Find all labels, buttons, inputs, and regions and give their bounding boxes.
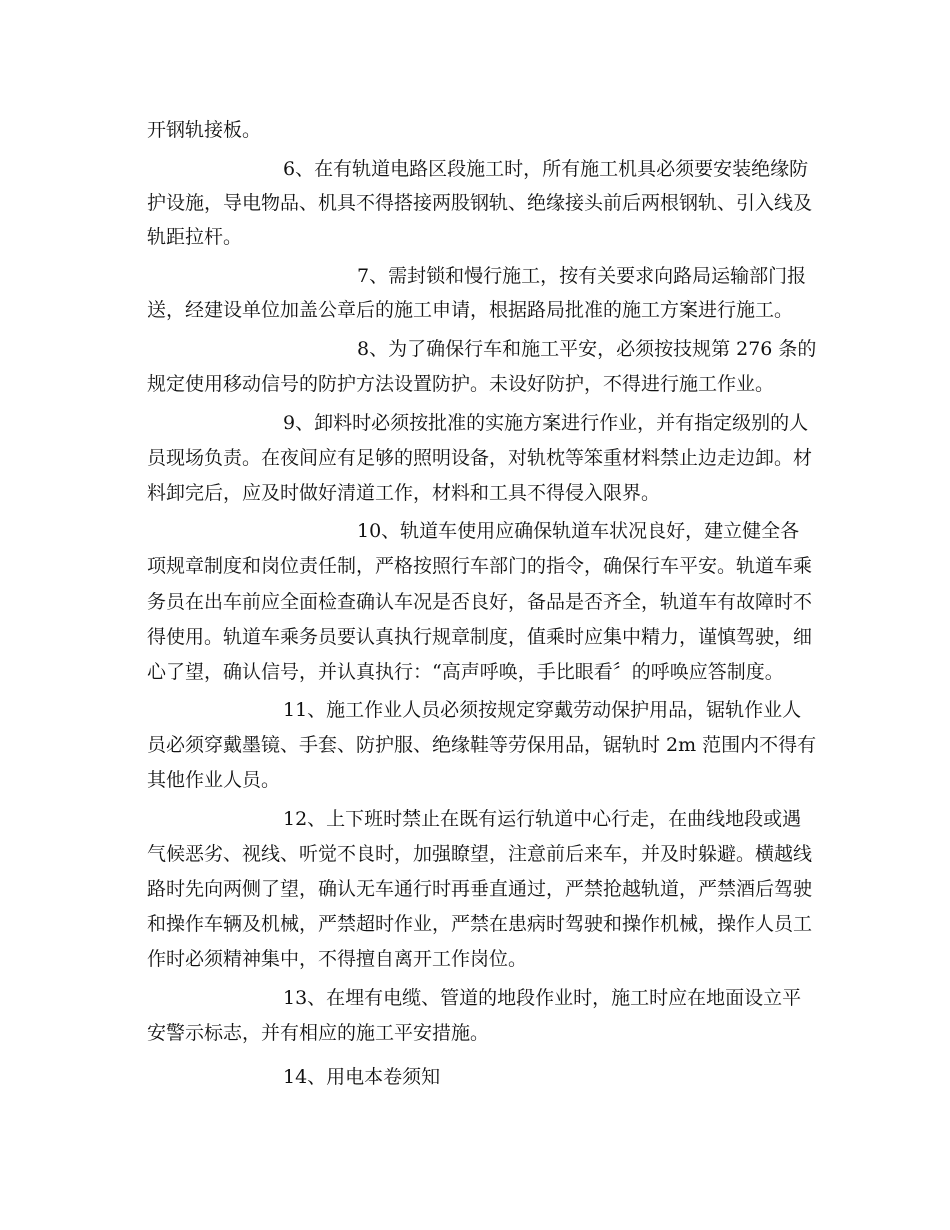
text-line: 其他作业人员。 <box>147 769 281 791</box>
text-line: 安警示标志，并有相应的施工平安措施。 <box>147 1022 490 1044</box>
text-line: 11、施工作业人员必须按规定穿戴劳动保护用品，锯轨作业人 <box>283 699 802 721</box>
text-line: 规定使用移动信号的防护方法设置防护。未设好防护，不得进行施工作业。 <box>147 373 775 395</box>
text-line: 14、用电本卷须知 <box>283 1066 441 1088</box>
text-line: 13、在埋有电缆、管道的地段作业时，施工时应在地面设立平 <box>283 987 802 1009</box>
text-line: 员现场负责。在夜间应有足够的照明设备，对轨枕等笨重材料禁止边走边卸。材 <box>147 447 813 469</box>
text-line: 轨距拉杆。 <box>147 226 243 248</box>
text-line: 气候恶劣、视线、听觉不良时，加强瞭望，注意前后来车，并及时躲避。横越线 <box>147 843 813 865</box>
text-line: 10、轨道车使用应确保轨道车状况良好，建立健全各 <box>357 520 800 542</box>
text-line: 6、在有轨道电路区段施工时，所有施工机具必须要安装绝缘防 <box>283 158 809 180</box>
text-line: 护设施，导电物品、机具不得搭接两股钢轨、绝缘接头前后两根钢轨、引入线及 <box>147 192 813 214</box>
text-line: 8、为了确保行车和施工平安，必须按技规第 276 条的 <box>357 338 817 360</box>
text-line: 作时必须精神集中，不得擅自离开工作岗位。 <box>147 948 528 970</box>
text-line: 料卸完后，应及时做好清道工作，材料和工具不得侵入限界。 <box>147 482 661 504</box>
text-line: 路时先向两侧了望，确认无车通行时再垂直通过，严禁抢越轨道，严禁酒后驾驶 <box>147 878 813 900</box>
text-line: 心了望，确认信号，并认真执行：“高声呼唤，手比眼看〞的呼唤应答制度。 <box>147 661 784 683</box>
text-line: 7、需封锁和慢行施工，按有关要求向路局运输部门报 <box>357 265 807 287</box>
text-line: 9、卸料时必须按批准的实施方案进行作业，并有指定级别的人 <box>283 412 809 434</box>
text-line: 12、上下班时禁止在既有运行轨道中心行走，在曲线地段或遇 <box>283 808 802 830</box>
text-line: 和操作车辆及机械，严禁超时作业，严禁在患病时驾驶和操作机械，操作人员工 <box>147 913 813 935</box>
text-line: 项规章制度和岗位责任制，严格按照行车部门的指令，确保行车平安。轨道车乘 <box>147 555 813 577</box>
text-line: 务员在出车前应全面检查确认车况是否良好，备品是否齐全，轨道车有故障时不 <box>147 591 813 613</box>
text-line: 送，经建设单位加盖公章后的施工申请，根据路局批准的施工方案进行施工。 <box>147 299 794 321</box>
text-line: 员必须穿戴墨镜、手套、防护服、绝缘鞋等劳保用品，锯轨时 2m 范围内不得有 <box>147 734 817 756</box>
text-line: 开钢轨接板。 <box>147 119 262 141</box>
text-line: 得使用。轨道车乘务员要认真执行规章制度，值乘时应集中精力，谨慎驾驶，细 <box>147 626 813 648</box>
